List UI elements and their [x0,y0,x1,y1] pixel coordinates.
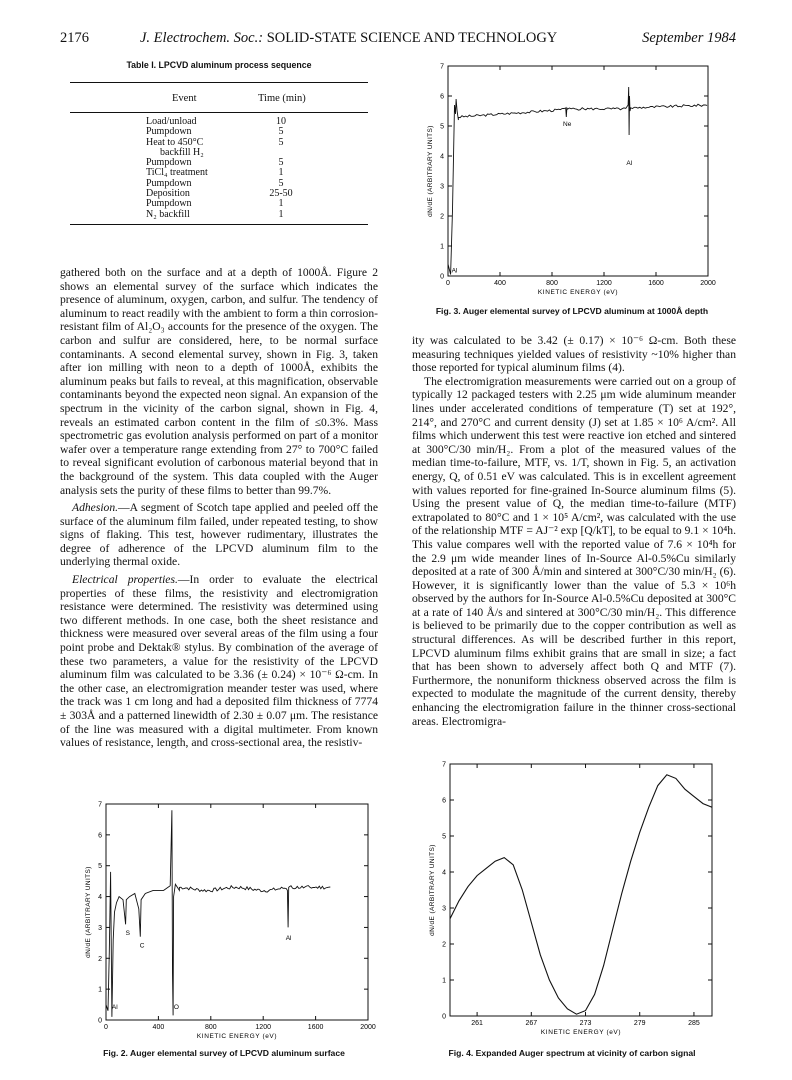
table-row [60,148,378,158]
issue-date: September 1984 [642,30,736,46]
event-cell: Deposition [146,188,190,200]
table-row [60,189,378,199]
col-header-event: Event [172,93,197,104]
y-tick-label: 2 [98,955,102,963]
event-cell: Pumpdown [146,198,192,210]
paragraph-electromigration: The electromigration measurements were carried out on a group of typically 12 packaged testers with 2.25 μm wide aluminum meander lines under accelerated conditions of temperature (T) set at 192°, 214°, and 270°C and current density (J) set at 1.85 × 10⁶ A/cm². All films which underwent this test were reactive ion etched and sintered at 300°C/30 min/H₂. From a plot of the measured values of the median time-to-failure, MTF, vs. 1/T, shown in Fig. 5, an activation energy, Q, of 0.51 eV was calculated. This is in excellent agreement with values reported for fine-grained In-Source aluminum films (5). Using the present value of Q, the median time-to-failure (MTF) extrapolated to 80°C and 1 × 10⁵ A/cm², was calculated with the use of the relationship MTF = AJ⁻² exp [Q/kT], to be equal to 9.1 × 10⁴h. This value compares well with the reported value of 7.6 × 10⁴h for the 2.9 μm wide meander lines of In-Source Al-0.5%Cu similarly deposited at a rate of 300 Å/min and sintered at 300°C/30 min/H₂ (6). However, it is significantly lower than the value of 5.3 × 10⁶h observed by the authors for In-Source Al-0.5%Cu deposited at 300°C at a rate of 140 Å/s and sintered at 300°C/30 min/H₂. This difference is believed to be primarily due to the copper contribution as well as structural differences. As will be described further in this report, LPCVD aluminum films exhibit grains that are small in size; a fact that has been shown to adversely affect both Q and MTF (7). Furthermore, the nonuniform thickness observed across the film is expected to modulate the magnitude of the current density, thereby enhancing the electromigration failure in the thinner cross-sectional areas. Electromigra- [412,374,736,728]
fig2-peak-label-s: S [125,930,130,938]
fig2-peak-label-al-high: Al [285,934,292,942]
event-cell: Pumpdown [146,177,192,189]
x-tick-label: 1600 [648,280,664,287]
y-tick-label: 2 [440,213,444,221]
y-tick-label: 4 [440,153,444,161]
x-tick-label: 1200 [255,1024,271,1031]
left-column [60,266,378,750]
table-row [60,210,378,220]
journal-section: SOLID-STATE SCIENCE AND TECHNOLOGY [266,30,558,46]
fig2-spectrum [106,810,330,1017]
y-tick-label: 0 [442,1013,446,1021]
x-tick-label: 400 [152,1024,165,1031]
y-axis-label: dN/dE (ARBITRARY UNITS) [427,125,434,217]
x-tick-label: 2000 [360,1024,376,1031]
event-cell: N₂ backfill [146,208,190,220]
y-axis-label: dN/dE (ARBITRARY UNITS) [85,866,92,958]
y-tick-label: 0 [440,273,444,281]
time-cell: 1 [278,167,284,179]
y-tick-label: 6 [98,832,102,840]
table-row [60,117,378,127]
journal-abbrev: J. Electrochem. Soc.: [140,30,264,46]
x-tick-label: 1200 [596,280,612,287]
fig3-plot [412,62,736,302]
x-tick-label: 800 [204,1024,217,1031]
fig4-spectrum [450,775,712,1014]
time-cell: 1 [278,208,284,220]
table-1-title: Table I. LPCVD aluminum process sequence [126,60,312,70]
fig4-caption: Fig. 4. Expanded Auger spectrum at vicinity of carbon signal [448,1048,696,1058]
y-tick-label: 3 [442,905,446,913]
fig2-plot [66,798,384,1044]
y-tick-label: 4 [442,869,446,877]
x-tick-label: 279 [633,1020,646,1027]
y-tick-label: 5 [442,833,446,841]
paragraph-resistivity: ity was calculated to be 3.42 (± 0.17) × 10⁻⁶ Ω-cm. Both these measuring techniques yielded values of resistivity ~10% higher than those reported for typical aluminum films (4). [412,334,736,375]
x-tick-label: 285 [688,1020,700,1027]
event-cell: backfill H₂ [160,146,204,158]
fig3-peak-label-ne: Ne [563,121,572,128]
table-row [60,199,378,209]
table-row [60,138,378,148]
y-tick-label: 1 [442,977,446,985]
fig3-spectrum [448,87,707,275]
y-tick-label: 7 [442,761,446,769]
y-tick-label: 6 [440,93,444,101]
process-rows [60,117,378,220]
time-cell: 10 [276,116,286,127]
x-tick-label: 1600 [307,1024,324,1031]
y-tick-label: 2 [442,941,446,949]
time-cell: 5 [278,136,284,148]
plot-frame [448,66,708,276]
y-axis-label: dN/dE (ARBITRARY UNITS) [429,844,436,936]
time-cell: 5 [278,157,284,169]
time-cell: 1 [278,198,284,210]
table-1 [60,60,378,225]
table-row [60,179,378,189]
x-tick-label: 273 [579,1020,592,1027]
y-tick-label: 0 [98,1017,102,1025]
x-tick-label: 261 [471,1020,483,1027]
adhesion-body: —A segment of Scotch tape applied and peeled off the surface of the aluminum film failed, under repeated testing, to show signs of flaking. This test, however rudimentary, illustrates the degree of adherence of the LPCVD aluminum film to the underlying thermal oxide. [60,501,378,569]
figure-3 [412,62,736,302]
electrical-heading: Electrical properties. [72,573,178,587]
x-axis-label: KINETIC ENERGY (eV) [537,289,619,296]
running-header [60,30,736,52]
y-tick-label: 1 [440,243,444,251]
fig3-peak-label-al-high: Al [626,160,633,167]
y-tick-label: 4 [98,894,102,902]
time-cell: 25-50 [269,188,293,200]
paragraph-auger: gathered both on the surface and at a depth of 1000Å. Figure 2 shows an elemental survey of the surface which indicates the presence of aluminum, oxygen, carbon, and sulfur. The tendency of aluminum to react readily with the ambient to form a thin corrosion-resistant film of Al₂O₃ accounts for the presence of the oxygen. The carbon and sulfur are considered, here, to be normal surface contaminants. A second elemental survey, shown in Fig. 3, taken after ion milling with neon to a depth of 1000Å, exhibits the aluminum peaks but fails to reveal, at this magnification, observable contaminants beyond the expected neon signal. An expansion of the spectrum in the vicinity of the carbon signal, shown in Fig. 4, reveals an estimated carbon content in the film of ≤0.3%. Mass spectrometric gas evolution analysis performed on part of a monitor wafer over a temperature range extending from 27° to 700°C failed to reveal significant evolution of carbonous material beyond that in the background of the system. This data coupled with the Auger analysis sets the purity of these films to better than 99.7%. [60,266,378,497]
fig3-caption: Fig. 3. Auger elemental survey of LPCVD aluminum at 1000Å depth [435,306,709,316]
x-axis-label: KINETIC ENERGY (eV) [196,1033,278,1040]
y-tick-label: 3 [98,924,102,932]
x-axis-label: KINETIC ENERGY (eV) [540,1029,622,1036]
event-cell: Pumpdown [146,157,192,169]
time-cell: 5 [278,177,284,189]
x-tick-label: 0 [446,280,450,287]
plot-frame [450,764,712,1016]
figure-4 [416,758,734,1044]
event-cell: Load/unload [146,116,197,127]
page-number: 2176 [60,30,89,46]
event-cell: Pumpdown [146,126,192,138]
y-tick-label: 3 [440,183,444,191]
paragraph-electrical [60,573,378,750]
x-tick-label: 2000 [700,280,716,287]
electrical-body: —In order to evaluate the electrical properties of these films, the resistivity and electromigration resistance were determined. The resistivity was determined using two different methods. In one case, both the sheet resistance and thickness were measured over several areas of the film using a four point probe and Dektak® stylus. By combination of the average of these two parameters, a value for the resistivity of the LPCVD aluminum film was calculated to be 3.36 (± 0.24) × 10⁻⁶ Ω-cm. In the other case, an electromigration meander tester was used, where the track was 1 cm long and had a deposited film thickness of 7774 ± 303Å and a patterned linewidth of 2.30 ± 0.07 μm. The resistance of the line was measured with a digital multimeter. From known values of resistance, length, and cross-sectional area, the resistiv- [60,573,378,750]
x-tick-label: 800 [546,280,558,287]
fig2-peak-label-c: C [139,942,145,950]
table-row [60,168,378,178]
x-tick-label: 267 [525,1020,538,1027]
figure-2 [66,798,384,1044]
x-tick-label: 400 [494,280,506,287]
fig2-caption: Fig. 2. Auger elemental survey of LPCVD aluminum surface [103,1048,345,1058]
x-tick-label: 0 [104,1024,108,1031]
fig3-peak-label-al-low: Al [451,267,458,275]
col-header-time: Time (min) [258,93,306,104]
table-row [60,127,378,137]
y-tick-label: 5 [440,123,444,131]
fig2-peak-label-al-low: Al [111,1004,118,1012]
journal-title [140,30,557,47]
paragraph-adhesion [60,501,378,569]
event-cell: Heat to 450°C [146,136,204,148]
right-column [412,334,736,728]
y-tick-label: 7 [440,63,444,71]
plot-frame [106,804,368,1020]
y-tick-label: 5 [98,863,102,871]
event-cell: TiCl₄ treatment [146,167,208,179]
fig4-plot [416,758,734,1044]
fig2-peak-label-o: O [173,1004,179,1012]
y-tick-label: 1 [98,986,102,994]
table-row [60,158,378,168]
adhesion-heading: Adhesion. [72,501,119,515]
time-cell: 5 [278,126,284,138]
y-tick-label: 6 [442,797,446,805]
y-tick-label: 7 [98,801,102,809]
